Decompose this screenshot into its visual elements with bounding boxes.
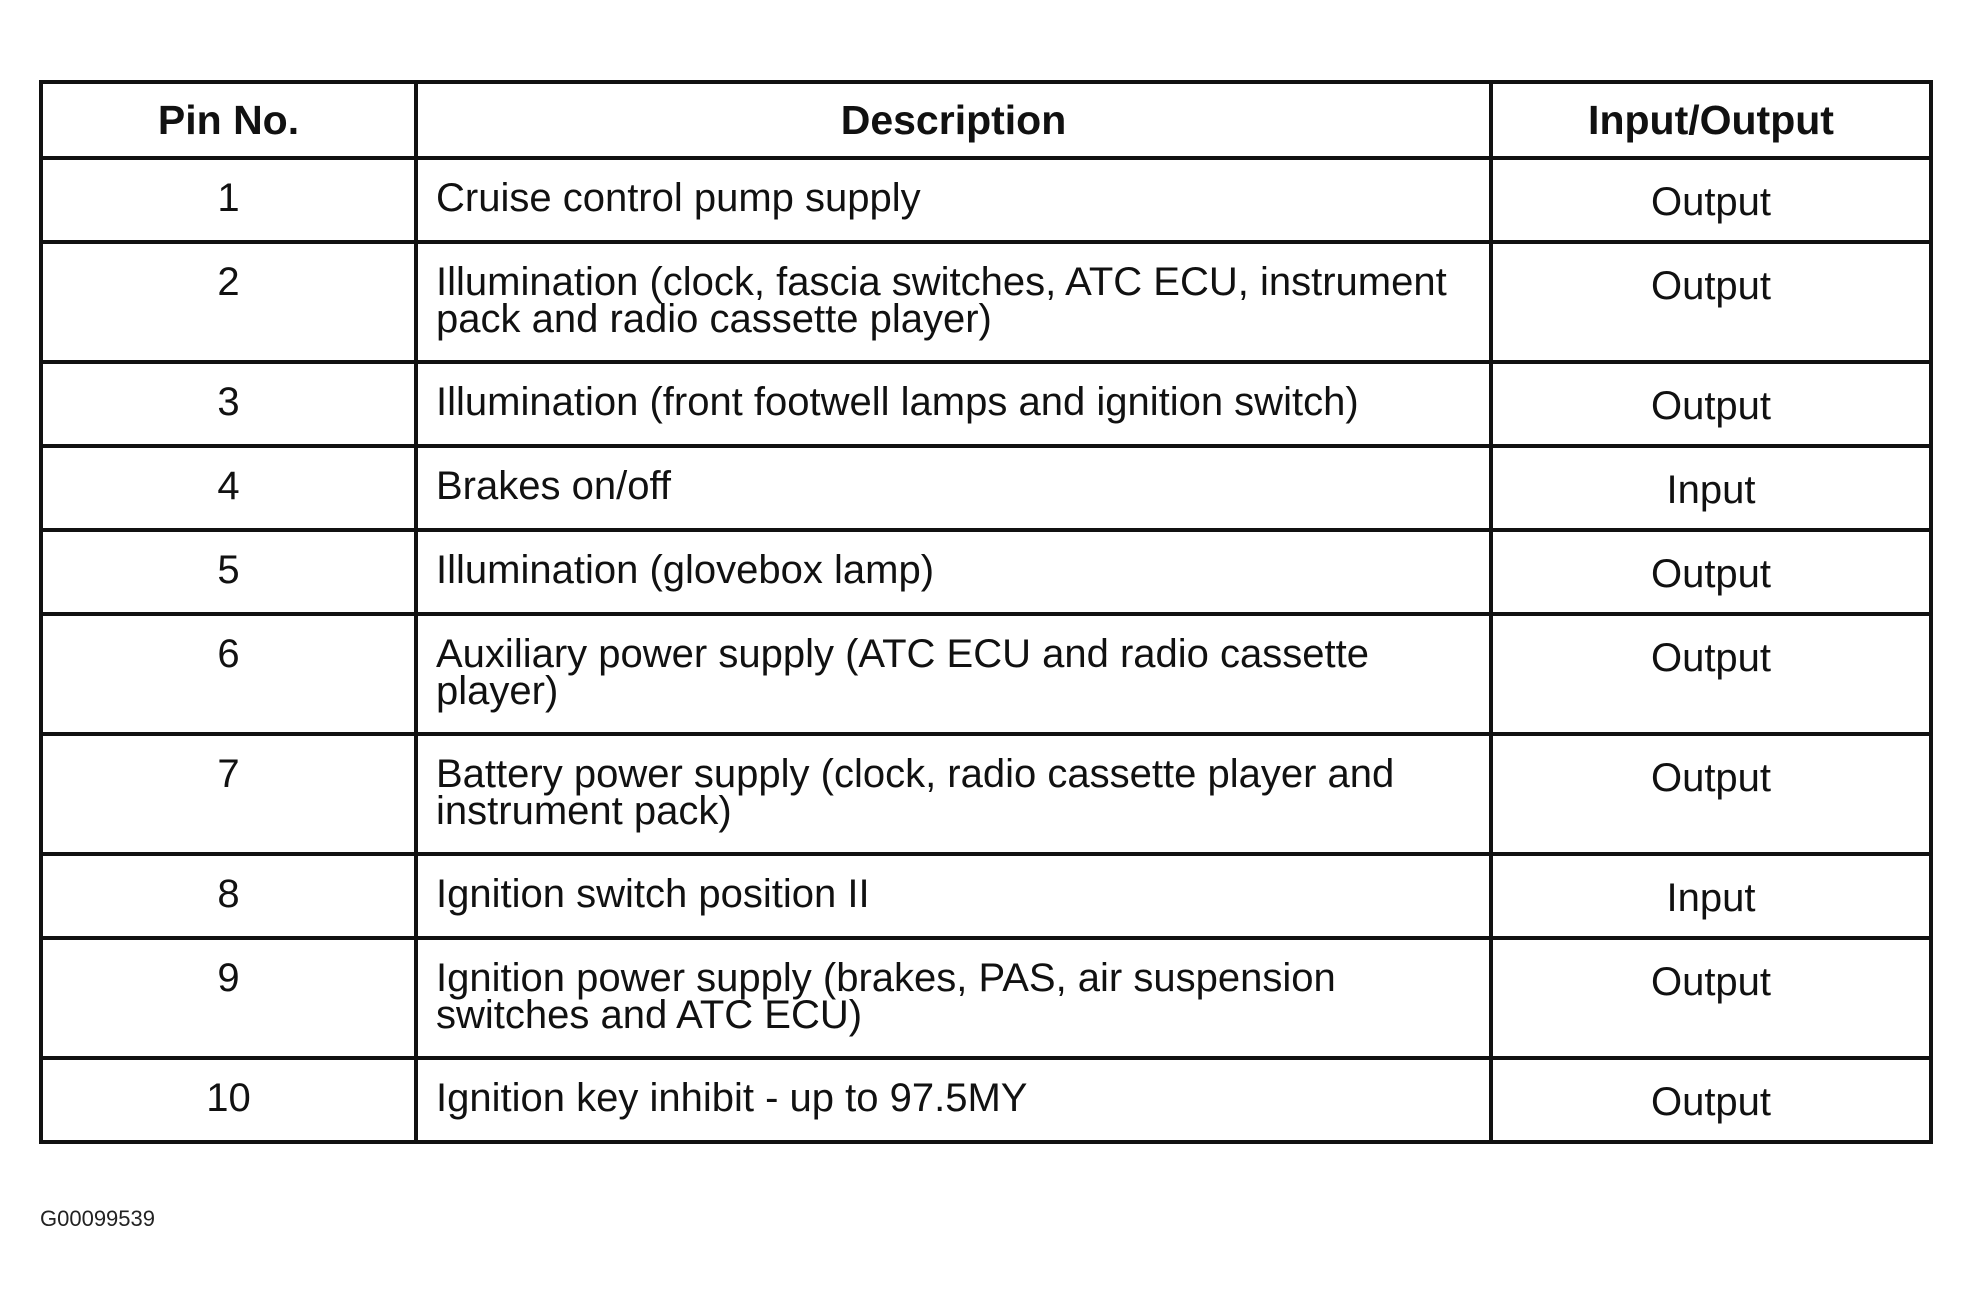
table-header-row [41, 82, 1931, 158]
pin-number-cell: 1 [41, 158, 416, 242]
header-input-output: Input/Output [1491, 82, 1931, 158]
pin-assignment-table [39, 80, 1933, 1144]
io-cell: Output [1491, 362, 1931, 446]
description-cell: Brakes on/off [416, 446, 1491, 530]
pin-number-cell: 5 [41, 530, 416, 614]
figure-id: G00099539 [40, 1206, 155, 1231]
description-cell: Ignition power supply (brakes, PAS, air suspension switches and ATC ECU) [416, 938, 1491, 1058]
io-cell: Output [1491, 158, 1931, 242]
description-cell: Battery power supply (clock, radio cassette player and instrument pack) [416, 734, 1491, 854]
pin-number-cell: 2 [41, 242, 416, 362]
pin-number-cell: 7 [41, 734, 416, 854]
table-row [41, 530, 1931, 614]
pin-number-cell: 9 [41, 938, 416, 1058]
io-cell: Input [1491, 446, 1931, 530]
io-cell: Output [1491, 938, 1931, 1058]
table-row [41, 362, 1931, 446]
table-row [41, 242, 1931, 362]
header-pin-no: Pin No. [41, 82, 416, 158]
description-cell: Illumination (front footwell lamps and ignition switch) [416, 362, 1491, 446]
io-cell: Output [1491, 1058, 1931, 1142]
description-cell: Illumination (glovebox lamp) [416, 530, 1491, 614]
pin-number-cell: 6 [41, 614, 416, 734]
io-cell: Input [1491, 854, 1931, 938]
io-cell: Output [1491, 530, 1931, 614]
pin-number-cell: 10 [41, 1058, 416, 1142]
io-cell: Output [1491, 242, 1931, 362]
table-row [41, 734, 1931, 854]
table-row [41, 446, 1931, 530]
pin-number-cell: 4 [41, 446, 416, 530]
io-cell: Output [1491, 614, 1931, 734]
table-row [41, 614, 1931, 734]
header-description: Description [416, 82, 1491, 158]
table-row [41, 854, 1931, 938]
table-row [41, 1058, 1931, 1142]
io-cell: Output [1491, 734, 1931, 854]
description-cell: Auxiliary power supply (ATC ECU and radio cassette player) [416, 614, 1491, 734]
description-cell: Ignition key inhibit - up to 97.5MY [416, 1058, 1491, 1142]
pin-number-cell: 8 [41, 854, 416, 938]
table-row [41, 938, 1931, 1058]
description-cell: Cruise control pump supply [416, 158, 1491, 242]
description-cell: Ignition switch position II [416, 854, 1491, 938]
pin-number-cell: 3 [41, 362, 416, 446]
table-row [41, 158, 1931, 242]
description-cell: Illumination (clock, fascia switches, ATC ECU, instrument pack and radio cassette player) [416, 242, 1491, 362]
